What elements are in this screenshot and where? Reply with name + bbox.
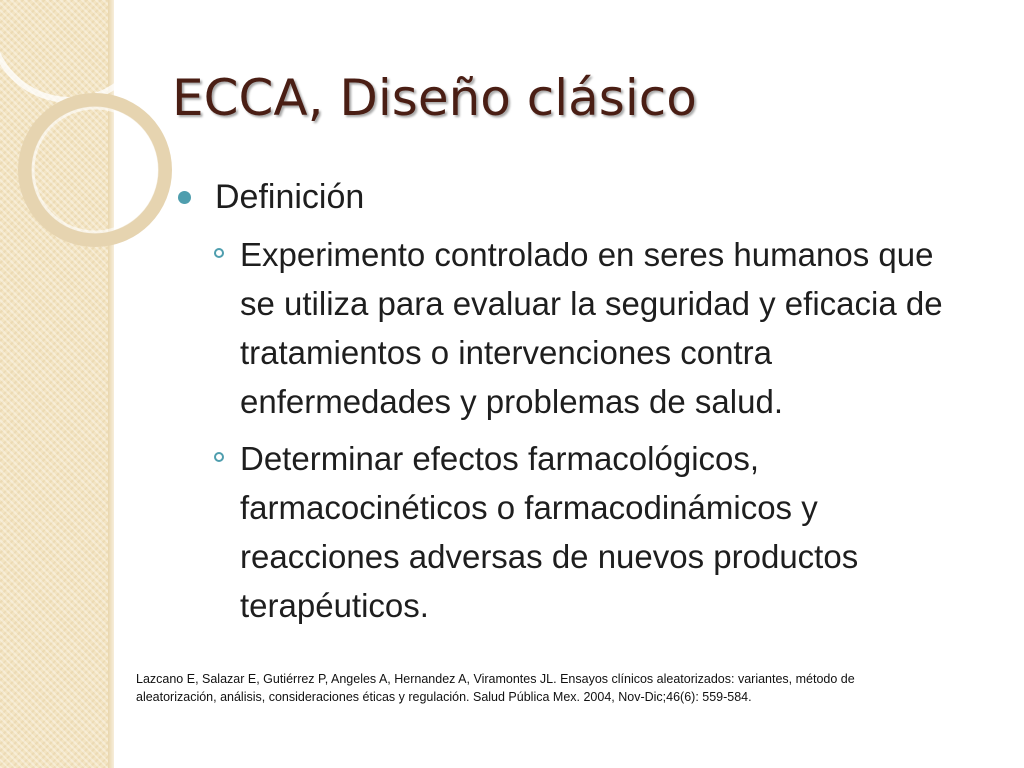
bullet-item-definicion xyxy=(178,172,968,222)
sub-bullet-text: Experimento controlado en seres humanos que se utiliza para evaluar la seguridad y eficacia de tratamientos o intervenciones contra enfermedades y problemas de salud. xyxy=(240,236,943,420)
bullet-label: Definición xyxy=(215,178,365,216)
ring-bullet-icon xyxy=(214,452,224,462)
decorative-rings-graphic xyxy=(0,0,200,300)
sub-bullet-item xyxy=(214,434,968,630)
filled-circle-bullet-icon xyxy=(178,191,191,204)
slide-content xyxy=(178,172,968,630)
slide-title: ECCA, Diseño clásico xyxy=(172,69,697,127)
sub-bullet-text: Determinar efectos farmacológicos, farmacocinéticos o farmacodinámicos y reacciones adversas de nuevos productos terapéuticos. xyxy=(240,440,859,624)
ring-bullet-icon xyxy=(214,248,224,258)
citation-reference: Lazcano E, Salazar E, Gutiérrez P, Angeles A, Hernandez A, Viramontes JL. Ensayos clínicos aleatorizados: variantes, método de aleatorización, análisis, consideraciones éticas y regulación. Salud Pública Mex. 2004, Nov-Dic;46(6): 559-584. xyxy=(136,672,855,704)
sub-bullet-item xyxy=(214,230,968,426)
